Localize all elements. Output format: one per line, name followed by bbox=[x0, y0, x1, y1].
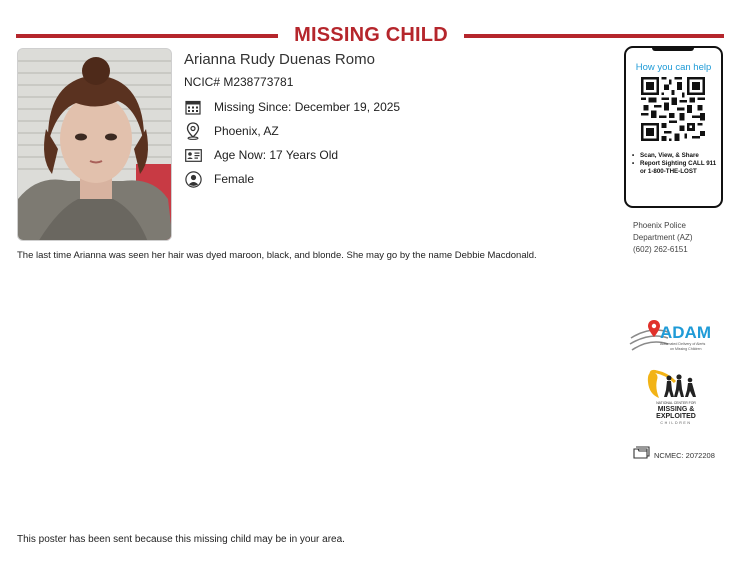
sex: Female bbox=[214, 172, 255, 186]
child-info bbox=[184, 51, 604, 191]
child-description: The last time Arianna was seen her hair was dyed maroon, black, and blonde. She may go by the name Debbie Macdonald. bbox=[17, 250, 537, 261]
child-photo bbox=[17, 48, 172, 241]
poster-header bbox=[16, 24, 724, 48]
adam-logo bbox=[628, 318, 723, 354]
sex-row bbox=[184, 167, 604, 191]
agency-contact bbox=[633, 220, 733, 256]
poster-footer: This poster has been sent because this missing child may be in your area. bbox=[17, 534, 345, 545]
svg-text:Automated Delivery of Alerts: Automated Delivery of Alerts bbox=[660, 342, 706, 346]
help-steps bbox=[631, 152, 719, 176]
location-pin-icon bbox=[184, 122, 202, 140]
ncmec-logo bbox=[645, 368, 707, 430]
header-rule-right bbox=[464, 34, 724, 38]
ncmec-case-number: NCMEC: 2072208 bbox=[654, 450, 715, 460]
help-step-report: • Report Sighting CALL 911 or 1-800-THE-LOST bbox=[631, 160, 719, 176]
age-row bbox=[184, 143, 604, 167]
agency-name-line2: Department (AZ) bbox=[633, 233, 693, 242]
svg-text:CHILDREN: CHILDREN bbox=[660, 421, 692, 425]
help-card bbox=[624, 46, 723, 208]
help-step-share: • Scan, View, & Share bbox=[631, 152, 719, 160]
ncmec-case-row bbox=[633, 446, 715, 464]
folder-icon bbox=[633, 446, 650, 464]
location: Phoenix, AZ bbox=[214, 124, 279, 138]
header-rule-left bbox=[16, 34, 278, 38]
missing-since-row bbox=[184, 95, 604, 119]
location-row bbox=[184, 119, 604, 143]
svg-text:NATIONAL CENTER FOR: NATIONAL CENTER FOR bbox=[656, 401, 696, 405]
poster-title: MISSING CHILD bbox=[294, 24, 448, 46]
svg-text:EXPLOITED: EXPLOITED bbox=[656, 413, 696, 420]
child-name: Arianna Rudy Duenas Romo bbox=[184, 51, 375, 68]
help-card-title: How you can help bbox=[635, 62, 712, 73]
id-card-icon bbox=[184, 146, 202, 164]
agency-name-line1: Phoenix Police bbox=[633, 221, 686, 230]
svg-text:MISSING &: MISSING & bbox=[657, 406, 695, 413]
svg-text:ADAM: ADAM bbox=[660, 323, 711, 342]
person-icon bbox=[184, 170, 202, 188]
svg-text:on Missing Children: on Missing Children bbox=[670, 347, 702, 351]
child-photo-image bbox=[18, 49, 172, 241]
agency-phone[interactable]: (602) 262-6151 bbox=[633, 245, 688, 254]
ncic-number: NCIC# M238773781 bbox=[184, 75, 294, 89]
phone-notch bbox=[652, 47, 694, 51]
calendar-icon bbox=[184, 98, 202, 116]
missing-since: Missing Since: December 19, 2025 bbox=[214, 100, 401, 114]
age-now: Age Now: 17 Years Old bbox=[214, 148, 339, 162]
qr-code[interactable] bbox=[641, 77, 705, 141]
